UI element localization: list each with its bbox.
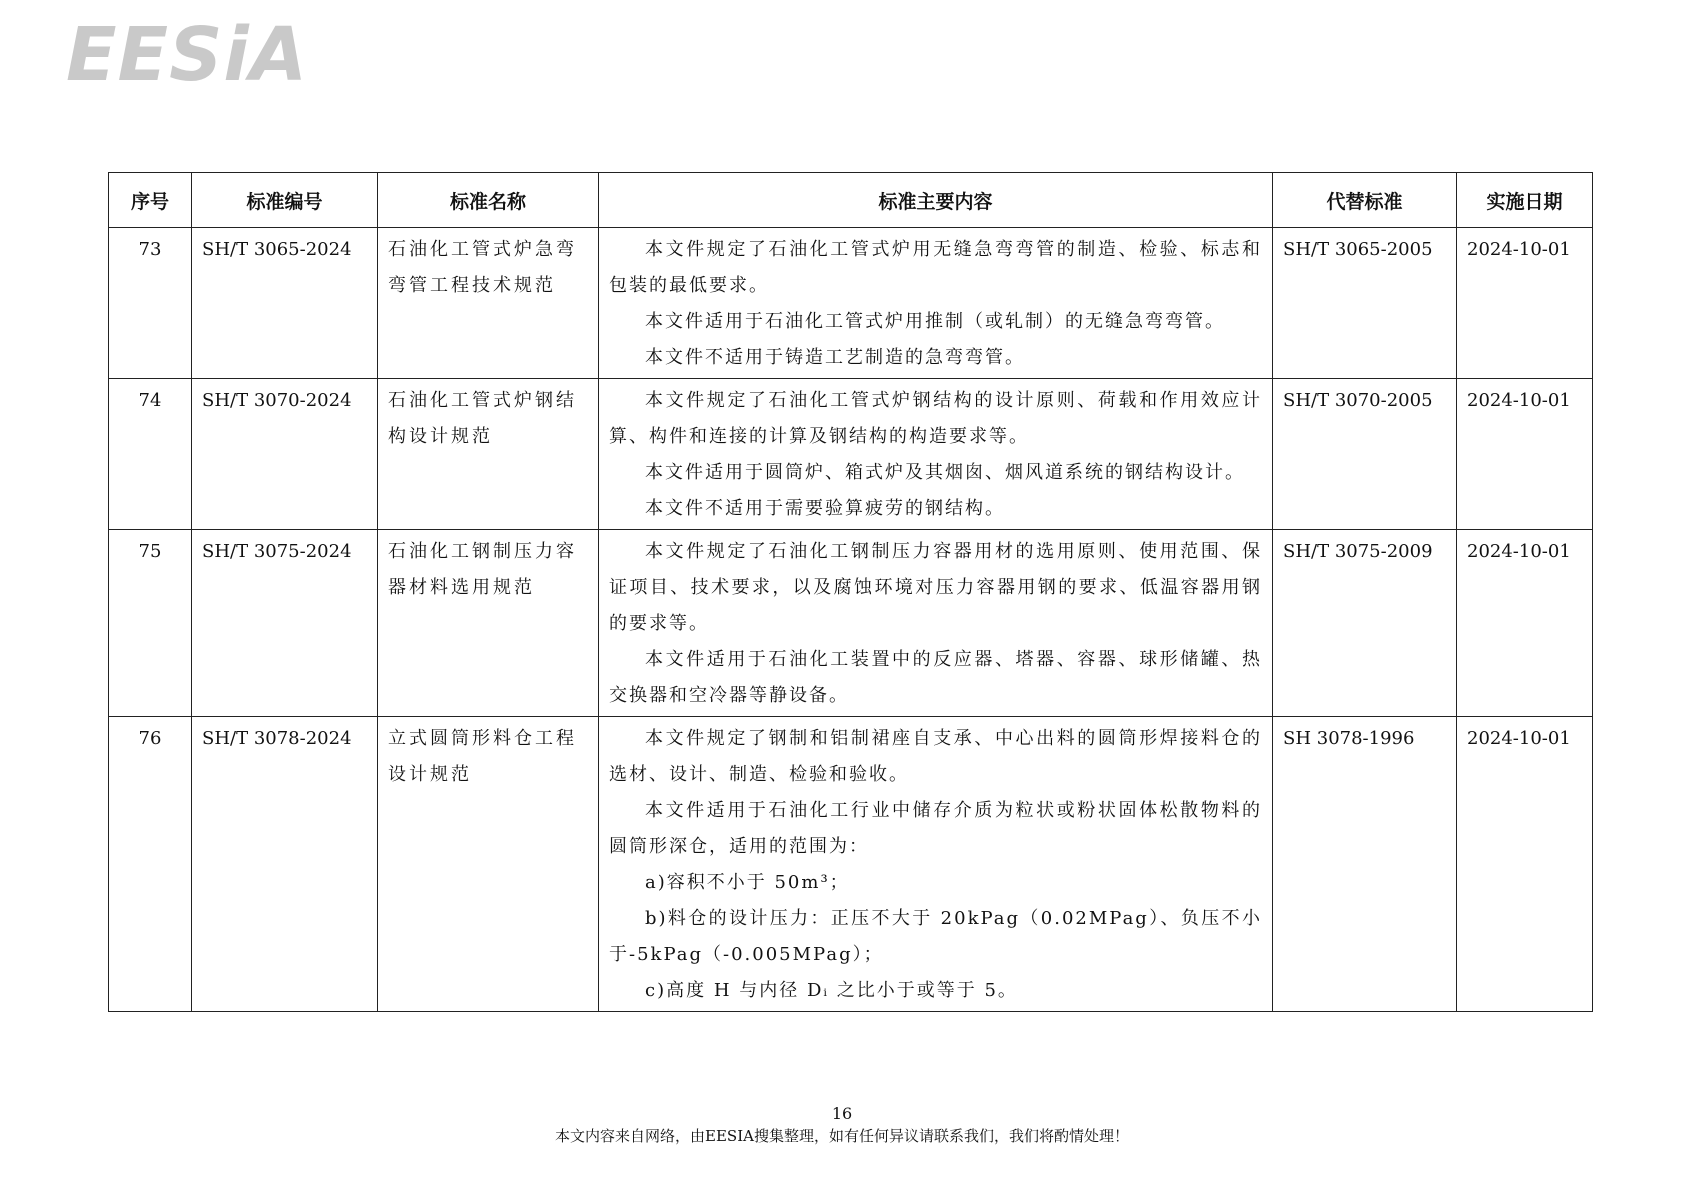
content-paragraph: 本文件适用于石油化工管式炉用推制（或轧制）的无缝急弯弯管。 (645, 311, 1225, 332)
header-seq: 序号 (109, 173, 192, 228)
standards-table (108, 172, 1593, 1012)
content-paragraph: 本文件规定了石油化工管式炉钢结构的设计原则、荷载和作用效应计算、构件和连接的计算及钢结构的构造要求等。 (609, 390, 1262, 447)
header-date: 实施日期 (1457, 173, 1593, 228)
standard-name: 石油化工管式炉急弯弯管工程技术规范 (378, 228, 599, 379)
standard-content (599, 379, 1273, 530)
content-paragraph: 本文件规定了石油化工管式炉用无缝急弯弯管的制造、检验、标志和包装的最低要求。 (609, 239, 1262, 296)
row-number: 76 (109, 717, 192, 1012)
footer-disclaimer: 本文内容来自网络，由EESIA搜集整理，如有任何异议请联系我们，我们将酌情处理！ (555, 1127, 1129, 1145)
table-row (109, 379, 1593, 530)
content-item: a)容积不小于 50m³； (645, 872, 850, 893)
standard-content (599, 717, 1273, 1012)
table-row (109, 530, 1593, 717)
content-paragraph: 本文件规定了钢制和铝制裙座自支承、中心出料的圆筒形焊接料仓的选材、设计、制造、检验和验收。 (609, 728, 1262, 785)
replaced-standard: SH/T 3065-2005 (1273, 228, 1457, 379)
row-number: 75 (109, 530, 192, 717)
standard-name: 石油化工钢制压力容器材料选用规范 (378, 530, 599, 717)
content-paragraph: 本文件不适用于铸造工艺制造的急弯弯管。 (645, 347, 1025, 368)
content-paragraph: 本文件规定了石油化工钢制压力容器用材的选用原则、使用范围、保证项目、技术要求，以及腐蚀环境对压力容器用钢的要求、低温容器用钢的要求等。 (609, 541, 1262, 634)
row-number: 73 (109, 228, 192, 379)
content-paragraph: 本文件适用于石油化工行业中储存介质为粒状或粉状固体松散物料的圆筒形深仓，适用的范围为： (609, 800, 1262, 857)
standard-content (599, 530, 1273, 717)
content-item: c)高度 H 与内径 Dᵢ 之比小于或等于 5。 (645, 980, 1018, 1001)
replaced-standard: SH/T 3075-2009 (1273, 530, 1457, 717)
effective-date: 2024-10-01 (1457, 530, 1593, 717)
header-content: 标准主要内容 (599, 173, 1273, 228)
effective-date: 2024-10-01 (1457, 717, 1593, 1012)
standard-name: 立式圆筒形料仓工程设计规范 (378, 717, 599, 1012)
header-replaces: 代替标准 (1273, 173, 1457, 228)
standard-code: SH/T 3070-2024 (192, 379, 378, 530)
header-code: 标准编号 (192, 173, 378, 228)
eesia-logo: EESiA (66, 12, 309, 98)
content-paragraph: 本文件适用于圆筒炉、箱式炉及其烟囱、烟风道系统的钢结构设计。 (645, 462, 1245, 483)
page-number: 16 (831, 1104, 853, 1123)
header-name: 标准名称 (378, 173, 599, 228)
replaced-standard: SH 3078-1996 (1273, 717, 1457, 1012)
effective-date: 2024-10-01 (1457, 228, 1593, 379)
replaced-standard: SH/T 3070-2005 (1273, 379, 1457, 530)
standard-code: SH/T 3065-2024 (192, 228, 378, 379)
content-item: b)料仓的设计压力：正压不大于 20kPag（0.02MPag）、负压不小于-5kPag（-0.005MPag）； (609, 908, 1262, 965)
standard-name: 石油化工管式炉钢结构设计规范 (378, 379, 599, 530)
standard-code: SH/T 3078-2024 (192, 717, 378, 1012)
row-number: 74 (109, 379, 192, 530)
content-paragraph: 本文件不适用于需要验算疲劳的钢结构。 (645, 498, 1005, 519)
effective-date: 2024-10-01 (1457, 379, 1593, 530)
table-row (109, 228, 1593, 379)
standard-code: SH/T 3075-2024 (192, 530, 378, 717)
table-header-row (109, 173, 1593, 228)
table-row (109, 717, 1593, 1012)
content-paragraph: 本文件适用于石油化工装置中的反应器、塔器、容器、球形储罐、热交换器和空冷器等静设备。 (609, 649, 1262, 706)
standard-content (599, 228, 1273, 379)
